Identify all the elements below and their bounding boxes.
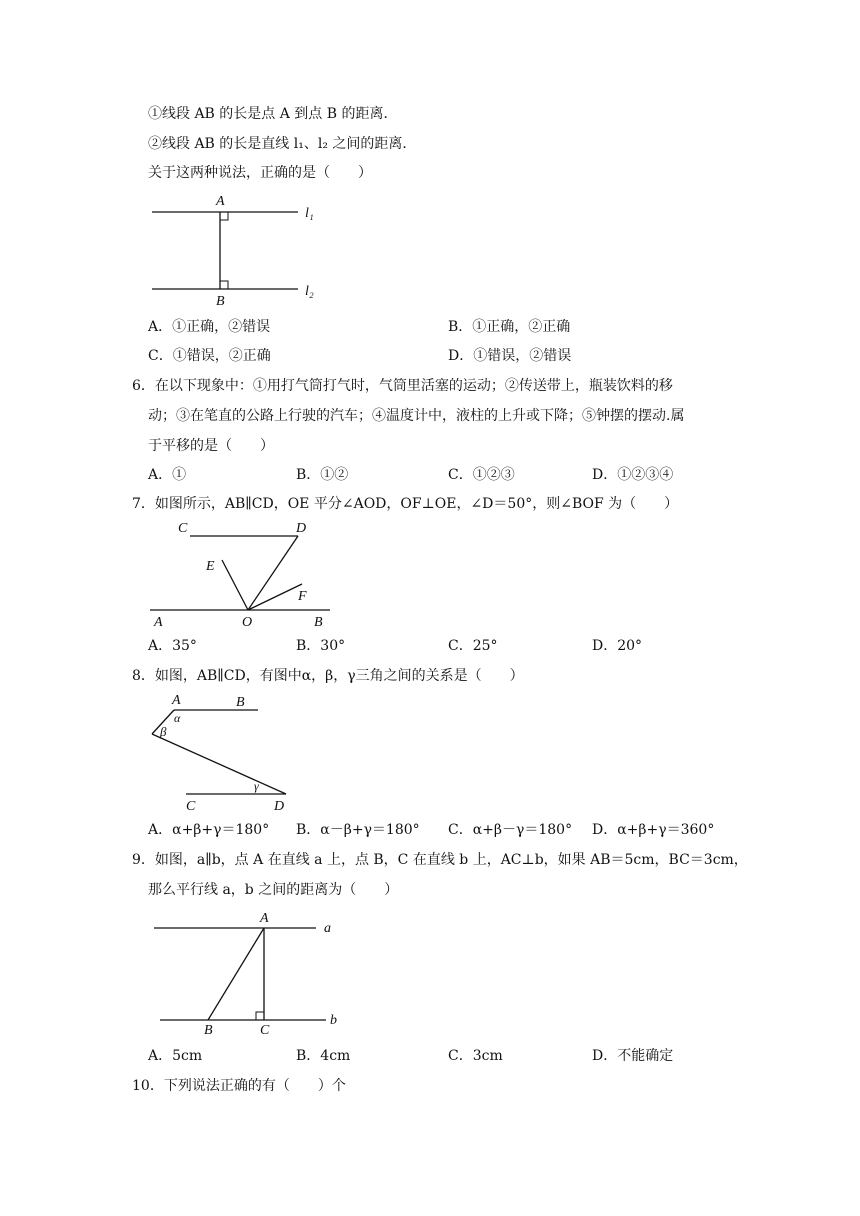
q5-statement-1: ①线段 AB 的长是点 A 到点 B 的距离． — [148, 106, 398, 122]
q7-label-E: E — [206, 559, 215, 574]
q9-label-b: b — [330, 1013, 337, 1028]
q6-option-c[interactable]: C．①②③ — [448, 467, 515, 483]
q5-label-A: A — [216, 194, 225, 209]
q5-option-a[interactable]: A．①正确，②错误 — [148, 319, 271, 335]
q8-option-a[interactable]: A．α+β+γ＝180° — [148, 822, 270, 838]
q8-label-alpha: α — [174, 711, 181, 725]
q6-option-d[interactable]: D．①②③④ — [592, 467, 674, 483]
q7-label-F: F — [298, 589, 307, 604]
q7-option-d[interactable]: D．20° — [592, 638, 643, 654]
q9-label-a: a — [324, 921, 331, 936]
q7-stem: 7．如图所示，AB∥CD，OE 平分∠AOD，OF⊥OE，∠D＝50°，则∠BOF 为（ ） — [132, 496, 679, 512]
q7-label-C: C — [178, 521, 188, 536]
q9-line-2: 那么平行线 a，b 之间的距离为（ ） — [148, 882, 399, 898]
q5-statement-2: ②线段 AB 的长是直线 l₁、l₂ 之间的距离． — [148, 136, 417, 152]
q8-option-d[interactable]: D．α+β+γ＝360° — [592, 822, 715, 838]
q9-option-c[interactable]: C．3cm — [448, 1048, 503, 1064]
q8-label-A: A — [172, 693, 181, 708]
q5-option-d[interactable]: D．①错误，②错误 — [448, 348, 572, 364]
q6-line-3: 于平移的是（ ） — [148, 438, 274, 454]
q6-line-2: 动；③在笔直的公路上行驶的汽车；④温度计中，液柱的上升或下降；⑤钟摆的摆动.属 — [148, 408, 685, 424]
q5-question: 关于这两种说法，正确的是（ ） — [148, 165, 372, 181]
q8-label-beta: β — [160, 724, 167, 739]
q7-option-c[interactable]: C．25° — [448, 638, 498, 654]
q10-stem: 10．下列说法正确的有（ ）个 — [132, 1078, 346, 1094]
q7-option-b[interactable]: B．30° — [296, 638, 346, 654]
q9-option-b[interactable]: B．4cm — [296, 1048, 351, 1064]
q7-label-O: O — [242, 615, 253, 630]
q7-label-A: A — [154, 615, 163, 630]
q9-label-C: C — [260, 1023, 270, 1038]
q9-option-d[interactable]: D．不能确定 — [592, 1048, 674, 1064]
q5-label-l2: l₂ — [305, 284, 314, 299]
q5-label-B: B — [216, 294, 225, 309]
q8-label-gamma: γ — [254, 779, 259, 793]
q8-stem: 8．如图，AB∥CD，有图中α，β，γ三角之间的关系是（ ） — [132, 668, 524, 684]
q6-line-1: 6．在以下现象中：①用打气筒打气时，气筒里活塞的运动；②传送带上，瓶装饮料的移 — [132, 378, 673, 394]
q9-label-B: B — [204, 1023, 213, 1038]
q5-option-b[interactable]: B．①正确，②正确 — [448, 319, 571, 335]
q8-figure — [146, 690, 296, 812]
q8-option-b[interactable]: B．α－β+γ＝180° — [296, 822, 420, 838]
q5-label-l1: l₁ — [305, 206, 314, 221]
q9-option-a[interactable]: A．5cm — [148, 1048, 203, 1064]
q7-label-D: D — [296, 521, 307, 536]
q8-label-D: D — [274, 799, 285, 812]
q8-label-B: B — [236, 695, 245, 710]
q6-option-a[interactable]: A．① — [148, 467, 187, 483]
q9-figure — [150, 908, 350, 1038]
q6-option-b[interactable]: B．①② — [296, 467, 349, 483]
q9-label-A: A — [260, 911, 269, 926]
q5-figure — [148, 192, 338, 310]
q5-option-c[interactable]: C．①错误，②正确 — [148, 348, 271, 364]
q7-option-a[interactable]: A．35° — [148, 638, 197, 654]
q9-line-1: 9．如图，a∥b，点 A 在直线 a 上，点 B，C 在直线 b 上，AC⊥b，如果 AB＝5cm，BC＝3cm， — [132, 852, 748, 868]
q8-label-C: C — [186, 799, 196, 812]
q7-label-B: B — [314, 615, 323, 630]
q7-figure — [146, 518, 336, 630]
q8-option-c[interactable]: C．α+β－γ＝180° — [448, 822, 573, 838]
